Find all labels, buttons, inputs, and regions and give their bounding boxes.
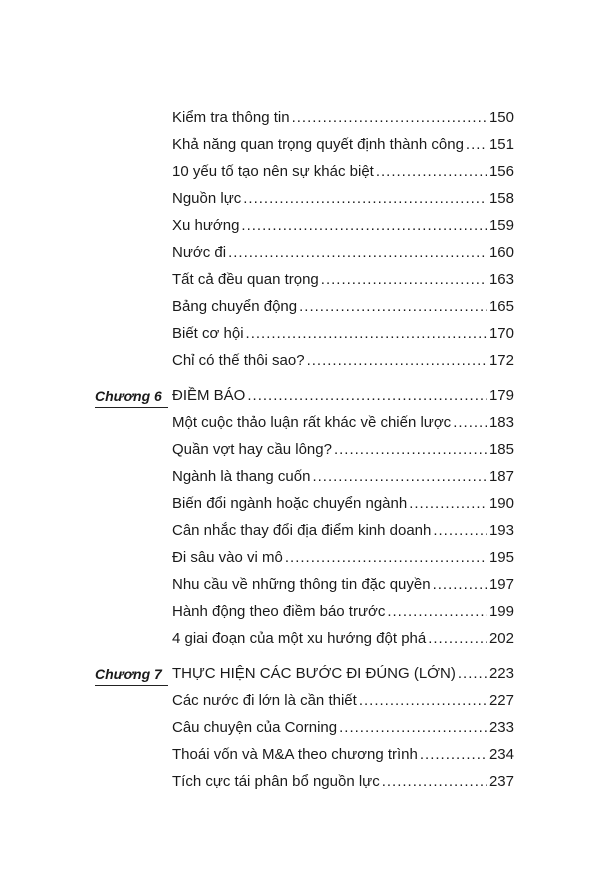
entry-title: Biến đổi ngành hoặc chuyển ngành: [172, 495, 408, 512]
toc-entry[interactable]: [172, 518, 514, 544]
page-number: 185: [488, 441, 514, 458]
page-number: 234: [488, 746, 514, 763]
entry-title: Nguồn lực: [172, 190, 242, 207]
dot-leader: [409, 491, 487, 517]
entry-title: Xu hướng: [172, 217, 240, 234]
page-number: 199: [488, 603, 514, 620]
toc-entry[interactable]: [172, 437, 514, 463]
toc-entry[interactable]: [172, 159, 514, 185]
entry-title: 4 giai đoạn của một xu hướng đột phá: [172, 630, 427, 647]
page-number: 202: [488, 630, 514, 647]
page-number: 156: [488, 163, 514, 180]
page-number: 150: [488, 109, 514, 126]
dot-leader: [376, 159, 487, 185]
entry-title: Cân nhắc thay đổi địa điểm kinh doanh: [172, 522, 432, 539]
page-number: 195: [488, 549, 514, 566]
page-number: 193: [488, 522, 514, 539]
dot-leader: [299, 294, 487, 320]
page-number: 227: [488, 692, 514, 709]
entry-title: Ngành là thang cuốn: [172, 468, 311, 485]
page-number: 163: [488, 271, 514, 288]
toc-entry[interactable]: [172, 572, 514, 598]
toc-entry[interactable]: [172, 715, 514, 741]
chapter-title-entry[interactable]: [172, 661, 514, 687]
page-number: 179: [488, 387, 514, 404]
dot-leader: [420, 742, 487, 768]
entry-title: Bảng chuyển động: [172, 298, 298, 315]
dot-leader: [428, 626, 487, 652]
entry-title: 10 yếu tố tạo nên sự khác biệt: [172, 163, 374, 180]
chapter-title-entry[interactable]: [172, 383, 514, 409]
chapter-label: Chương 7: [95, 661, 162, 687]
entry-title: Một cuộc thảo luận rất khác về chiến lược: [172, 414, 452, 431]
toc-entry[interactable]: [172, 105, 514, 131]
dot-leader: [433, 518, 487, 544]
toc-entry[interactable]: [172, 545, 514, 571]
entry-title: Chỉ có thế thôi sao?: [172, 352, 305, 369]
dot-leader: [307, 348, 487, 374]
toc-entry[interactable]: [172, 769, 514, 795]
page-number: 159: [488, 217, 514, 234]
page-number: 151: [488, 136, 514, 153]
entry-title: Nhu cầu về những thông tin đặc quyền: [172, 576, 431, 593]
page-number: 237: [488, 773, 514, 790]
page-number: 160: [488, 244, 514, 261]
dot-leader: [433, 572, 487, 598]
entry-title: Các nước đi lớn là cần thiết: [172, 692, 357, 709]
page-number: 172: [488, 352, 514, 369]
toc-entry[interactable]: [172, 491, 514, 517]
entry-title: Đi sâu vào vi mô: [172, 549, 283, 566]
entry-title: Nước đi: [172, 244, 227, 261]
entry-title: Tích cực tái phân bổ nguồn lực: [172, 773, 380, 790]
dot-leader: [387, 599, 487, 625]
dot-leader: [285, 545, 487, 571]
page-number: 187: [488, 468, 514, 485]
page-number: 197: [488, 576, 514, 593]
toc-entry[interactable]: [172, 267, 514, 293]
entry-title: ĐIỀM BÁO: [172, 387, 246, 404]
entry-title: Câu chuyện của Corning: [172, 719, 338, 736]
dot-leader: [382, 769, 487, 795]
toc-entry[interactable]: [172, 294, 514, 320]
dot-leader: [292, 105, 487, 131]
dot-leader: [246, 321, 487, 347]
page-number: 165: [488, 298, 514, 315]
dot-leader: [312, 464, 487, 490]
entry-title: THỰC HIỆN CÁC BƯỚC ĐI ĐÚNG (LỚN): [172, 665, 456, 682]
dot-leader: [334, 437, 487, 463]
toc-entry[interactable]: [172, 213, 514, 239]
toc-entry[interactable]: [172, 688, 514, 714]
page-number: 170: [488, 325, 514, 342]
dot-leader: [339, 715, 487, 741]
page-number: 158: [488, 190, 514, 207]
entry-title: Hành động theo điềm báo trước: [172, 603, 386, 620]
entry-title: Khả năng quan trọng quyết định thành công: [172, 136, 464, 153]
page-number: 233: [488, 719, 514, 736]
toc-entry[interactable]: [172, 348, 514, 374]
toc-entry[interactable]: [172, 132, 514, 158]
entry-title: Quần vợt hay cầu lông?: [172, 441, 332, 458]
toc-entry[interactable]: [172, 186, 514, 212]
dot-leader: [321, 267, 487, 293]
page-number: 183: [488, 414, 514, 431]
entry-title: Tất cả đều quan trọng: [172, 271, 319, 288]
dot-leader: [466, 132, 487, 158]
entry-title: Kiểm tra thông tin: [172, 109, 290, 126]
toc-entry[interactable]: [172, 240, 514, 266]
chapter-label: Chương 6: [95, 383, 162, 409]
dot-leader: [458, 661, 487, 687]
dot-leader: [453, 410, 487, 436]
dot-leader: [359, 688, 487, 714]
toc-entry[interactable]: [172, 599, 514, 625]
page-number: 223: [488, 665, 514, 682]
entry-title: Biết cơ hội: [172, 325, 244, 342]
page-number: 190: [488, 495, 514, 512]
dot-leader: [243, 186, 487, 212]
toc-entry[interactable]: [172, 464, 514, 490]
toc-entry[interactable]: [172, 742, 514, 768]
dot-leader: [247, 383, 487, 409]
toc-entry[interactable]: [172, 321, 514, 347]
dot-leader: [228, 240, 487, 266]
toc-entry[interactable]: [172, 626, 514, 652]
toc-entry[interactable]: [172, 410, 514, 436]
dot-leader: [241, 213, 487, 239]
entry-title: Thoái vốn và M&A theo chương trình: [172, 746, 418, 763]
